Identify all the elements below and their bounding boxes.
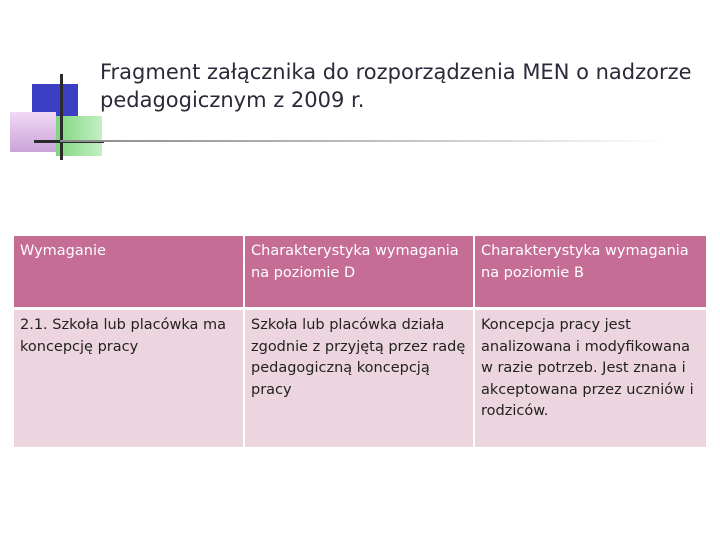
cell-requirement: 2.1. Szkoła lub placówka ma koncepcję pracy (14, 309, 244, 448)
table-header-row (14, 236, 706, 309)
title-underline-rule (60, 140, 670, 142)
header-cell-level-d: Charakterystyka wymagania na poziomie D (244, 236, 474, 309)
decorative-lavender-square (10, 112, 56, 152)
header-cell-level-b: Charakterystyka wymagania na poziomie B (474, 236, 706, 309)
requirements-table (14, 236, 706, 447)
table-row (14, 309, 706, 448)
header-cell-requirement: Wymaganie (14, 236, 244, 309)
decorative-vertical-line (60, 74, 63, 160)
cell-level-d: Szkoła lub placówka działa zgodnie z przyjętą przez radę pedagogiczną koncepcją pracy (244, 309, 474, 448)
cell-level-b: Koncepcja pracy jest analizowana i modyfikowana w razie potrzeb. Jest znana i akceptowana przez uczniów i rodziców. (474, 309, 706, 448)
slide-title: Fragment załącznika do rozporządzenia MEN o nadzorze pedagogicznym z 2009 r. (100, 60, 692, 112)
